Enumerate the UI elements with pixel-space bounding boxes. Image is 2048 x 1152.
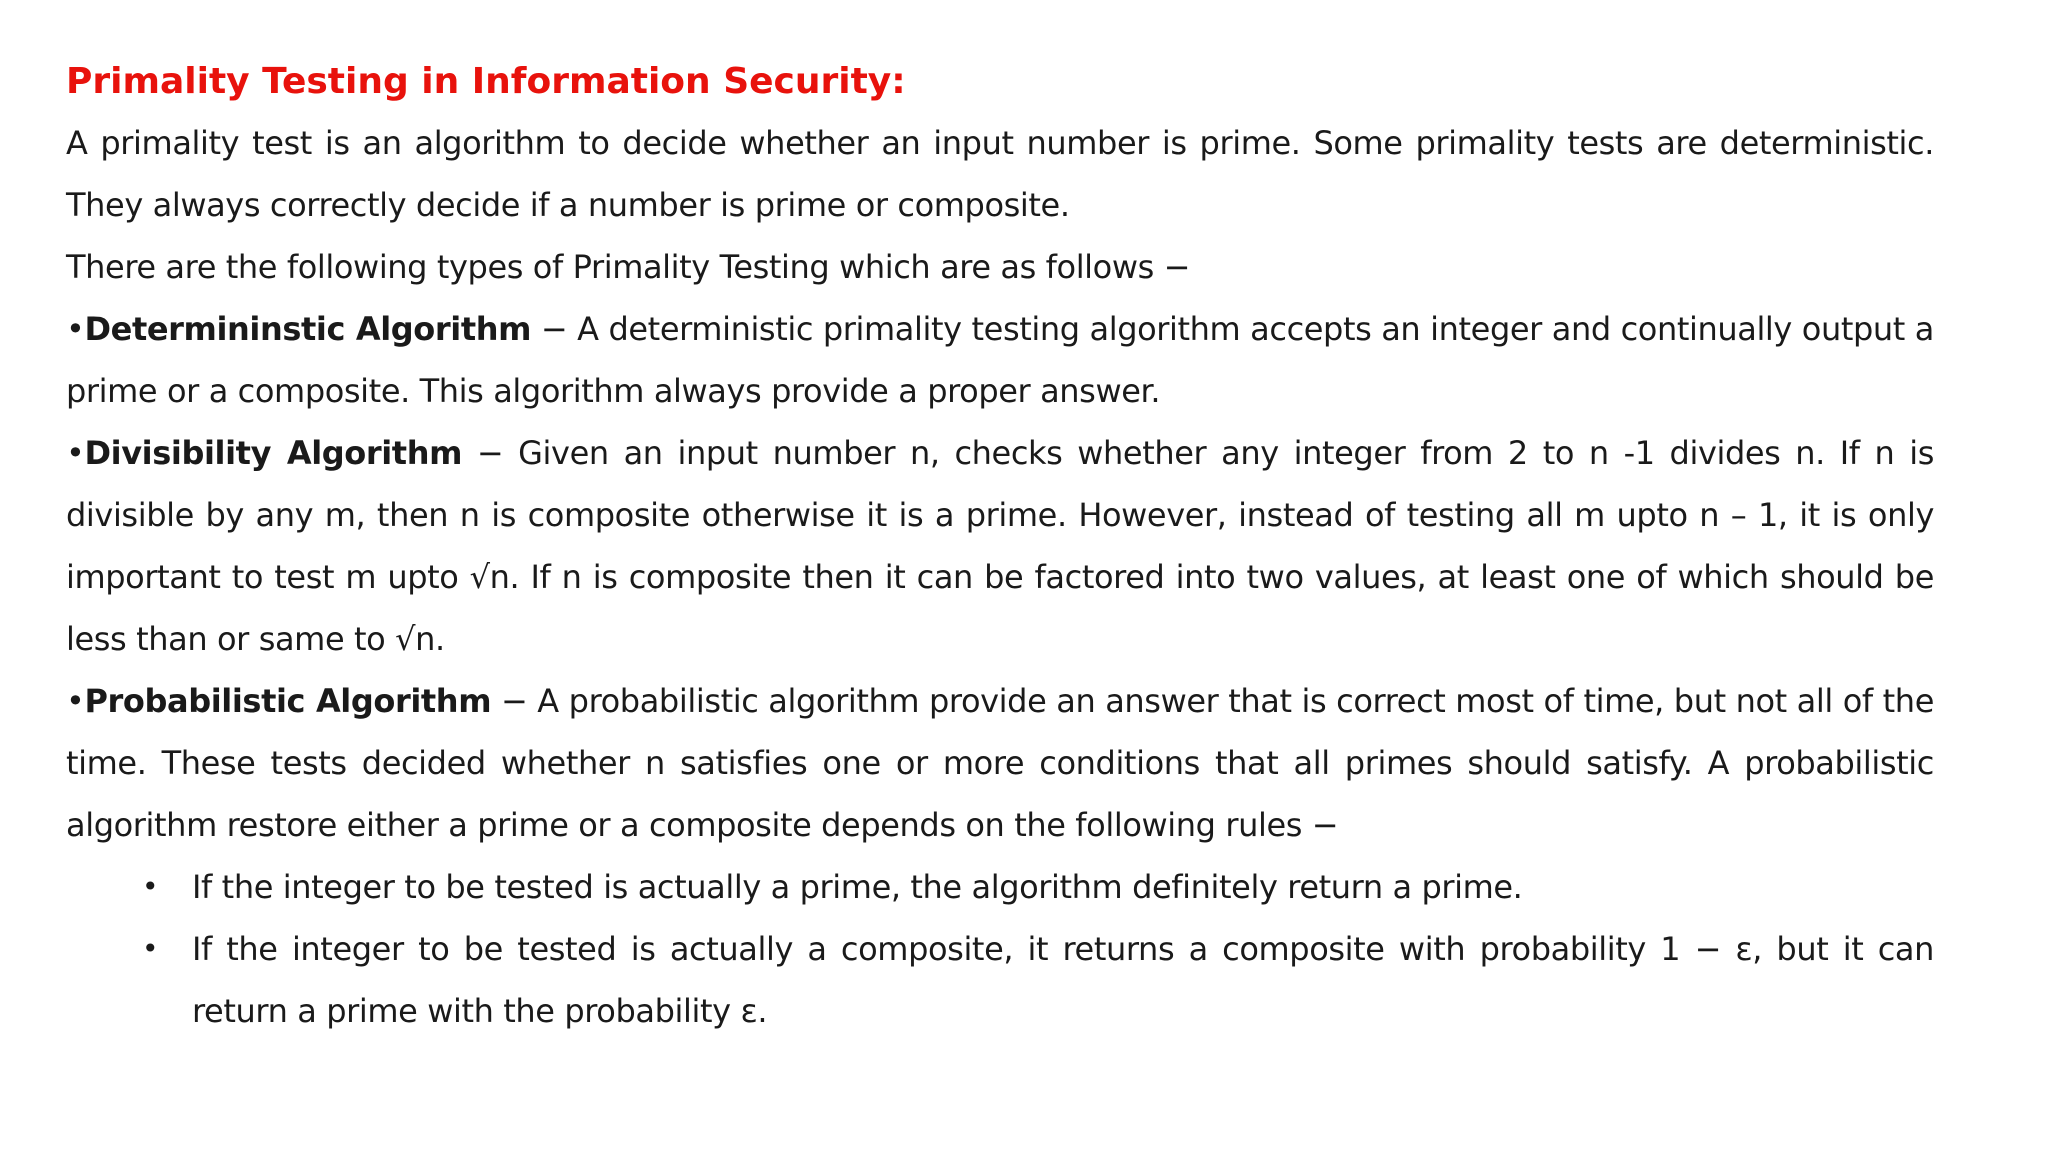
bullet-marker: • [66,682,85,720]
bullet-marker: • [142,932,159,965]
bullet-marker: • [66,434,85,472]
algorithm-description: − A deterministic primality testing algorithm accepts an integer and continually output a prime or a composite. This algorithm always provide a proper answer. [66,310,1934,410]
algorithm-term: Probabilistic Algorithm [84,682,492,720]
slide-title: Primality Testing in Information Security: [66,61,906,102]
rule-text: If the integer to be tested is actually a prime, the algorithm definitely return a prime. [192,868,1523,906]
algorithm-description: − A probabilistic algorithm provide an answer that is correct most of time, but not all of the time. These tests decided whether n satisfies one or more conditions that all primes should satisfy. A probabilistic algorithm restore either a prime or a composite depends on the following rules − [66,682,1934,844]
intro-paragraph: A primality test is an algorithm to decide whether an input number is prime. Some primality tests are deterministic. They always correctly decide if a number is prime or composite. [66,124,1934,224]
algorithm-probabilistic [66,670,1934,856]
rule-item [142,918,1934,1042]
types-intro: There are the following types of Primality Testing which are as follows − [66,248,1191,286]
rule-item [142,856,1934,918]
algorithm-deterministic [66,298,1934,422]
algorithm-term: Determininstic Algorithm [84,310,532,348]
algorithm-divisibility [66,422,1934,670]
bullet-marker: • [142,870,159,903]
rule-text: If the integer to be tested is actually a composite, it returns a composite with probability 1 − ε, but it can return a prime with the probability ε. [192,930,1934,1030]
algorithm-description: − Given an input number n, checks whether any integer from 2 to n -1 divides n. If n is divisible by any m, then n is composite otherwise it is a prime. However, instead of testing all m upto n – 1, it is only important to test m upto √n. If n is composite then it can be factored into two values, at least one of which should be less than or same to √n. [66,434,1934,658]
algorithm-term: Divisibility Algorithm [84,434,463,472]
bullet-marker: • [66,310,85,348]
rules-list [66,856,1934,1042]
slide-content [66,52,1934,1042]
